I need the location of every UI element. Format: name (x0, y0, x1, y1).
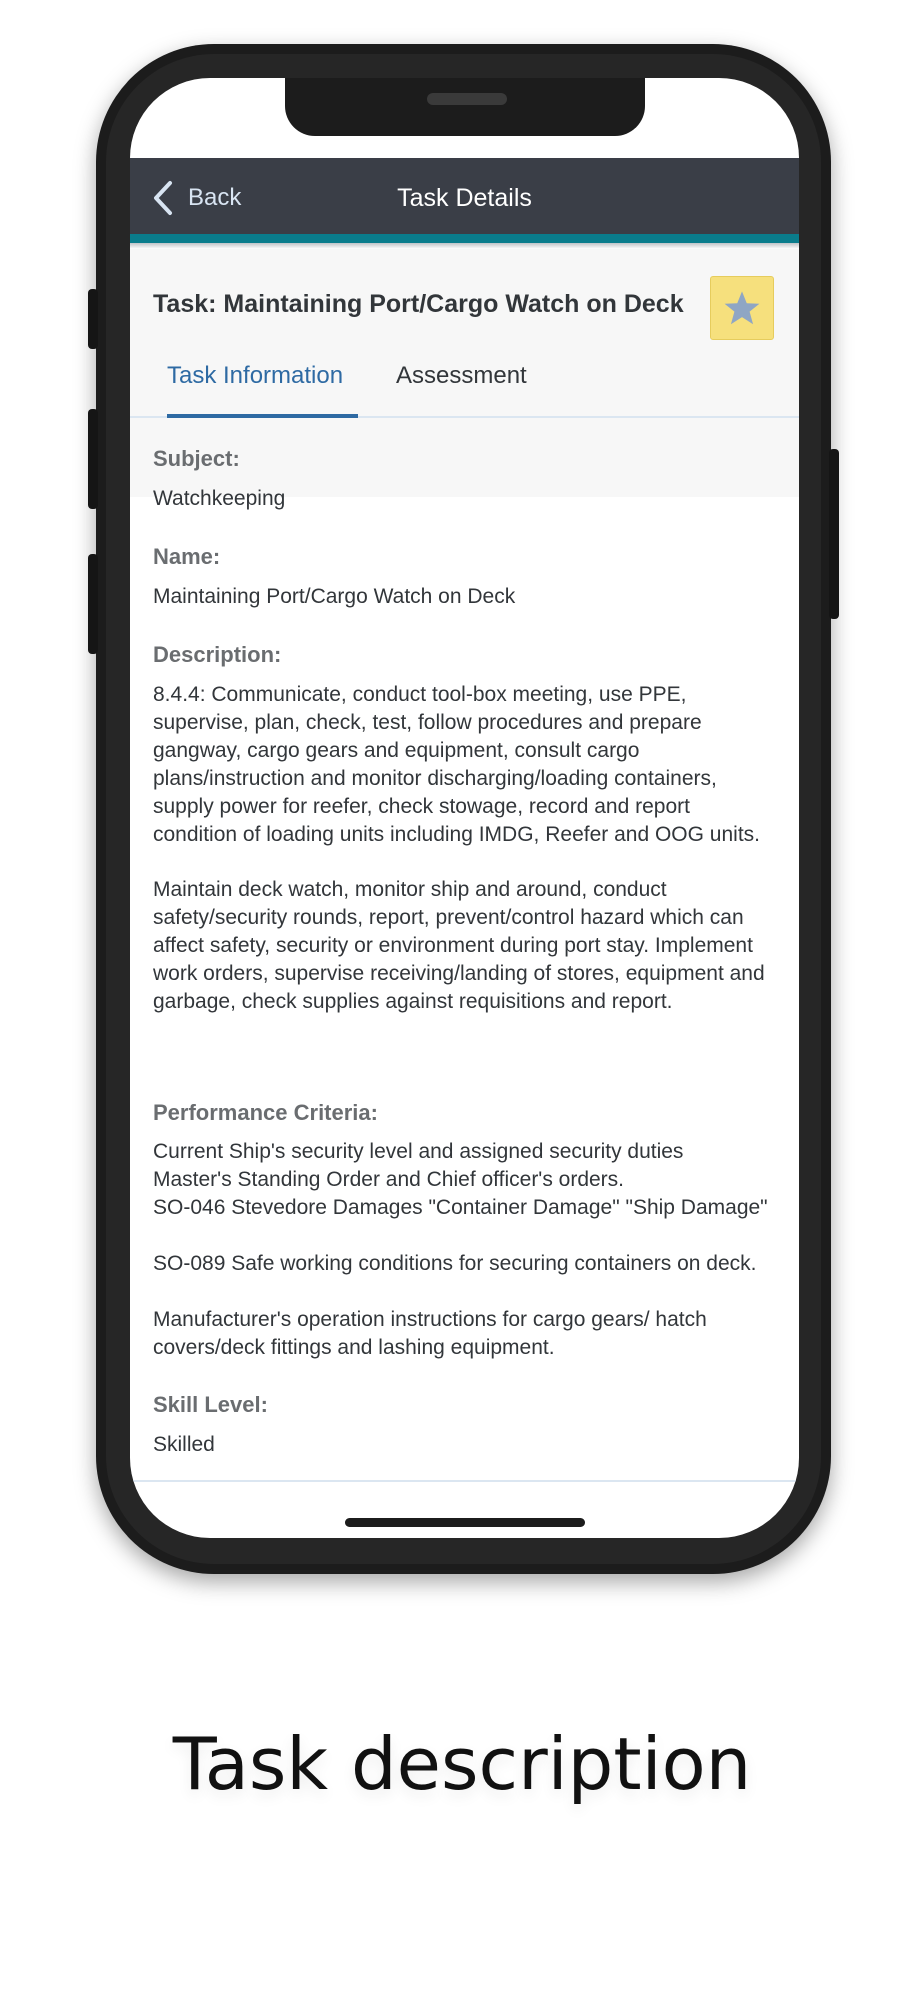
phone-screen (130, 78, 799, 1538)
home-indicator[interactable] (345, 1518, 585, 1527)
name-label: Name: (153, 544, 221, 569)
tab-assessment[interactable]: Assessment (396, 362, 527, 389)
performance-criteria-line: SO-046 Stevedore Damages "Container Damage" "Ship Damage" (153, 1196, 768, 1219)
performance-criteria-label: Performance Criteria: (153, 1100, 378, 1125)
subject-label: Subject: (153, 446, 240, 471)
marketing-caption: Task description (172, 1722, 752, 1806)
skill-level-label: Skill Level: (153, 1392, 268, 1417)
favorite-button[interactable] (710, 276, 774, 340)
header-accent-bar (130, 234, 799, 243)
tab-task-information[interactable]: Task Information (167, 362, 344, 389)
power-button (829, 449, 839, 619)
star-icon (723, 289, 761, 327)
performance-criteria-line: Current Ship's security level and assigned security duties (153, 1140, 684, 1163)
tab-bar (130, 348, 799, 410)
description-paragraph-2: Maintain deck watch, monitor ship and around, conduct safety/security rounds, report, prevent/control hazard which can affect safety, security or environment during port stay. Implement work orders, supervise receiving/landing of stores, equipment and garbage, check supplies against requisitions and report. (153, 878, 765, 1013)
description-label: Description: (153, 642, 282, 667)
description-paragraph-1: 8.4.4: Communicate, conduct tool-box meeting, use PPE, supervise, plan, check, test, follow procedures and prepare gangway, cargo gears and equipment, consult cargo plans/instruction and monitor discharging/loading containers, supply power for reefer, check stowage, record and report condition of loading units including IMDG, Reefer and OOG units. (153, 683, 760, 846)
performance-criteria-line: Master's Standing Order and Chief officer's orders. (153, 1168, 625, 1191)
silent-switch (88, 289, 98, 349)
back-label: Back (188, 184, 242, 211)
volume-up-button (88, 409, 98, 509)
app-header (130, 158, 799, 238)
notch (285, 78, 645, 136)
bottom-divider (130, 1480, 799, 1482)
task-title: Task: Maintaining Port/Cargo Watch on Deck (153, 290, 684, 318)
active-tab-indicator (167, 414, 358, 418)
subject-value: Watchkeeping (153, 487, 286, 510)
performance-criteria-line: Manufacturer's operation instructions for cargo gears/ hatch covers/deck fittings and lashing equipment. (153, 1308, 707, 1359)
speaker-grille (427, 93, 507, 105)
page-title: Task Details (397, 184, 532, 212)
performance-criteria-line: SO-089 Safe working conditions for securing containers on deck. (153, 1252, 757, 1275)
skill-level-value: Skilled (153, 1433, 215, 1456)
name-value: Maintaining Port/Cargo Watch on Deck (153, 585, 516, 608)
volume-down-button (88, 554, 98, 654)
